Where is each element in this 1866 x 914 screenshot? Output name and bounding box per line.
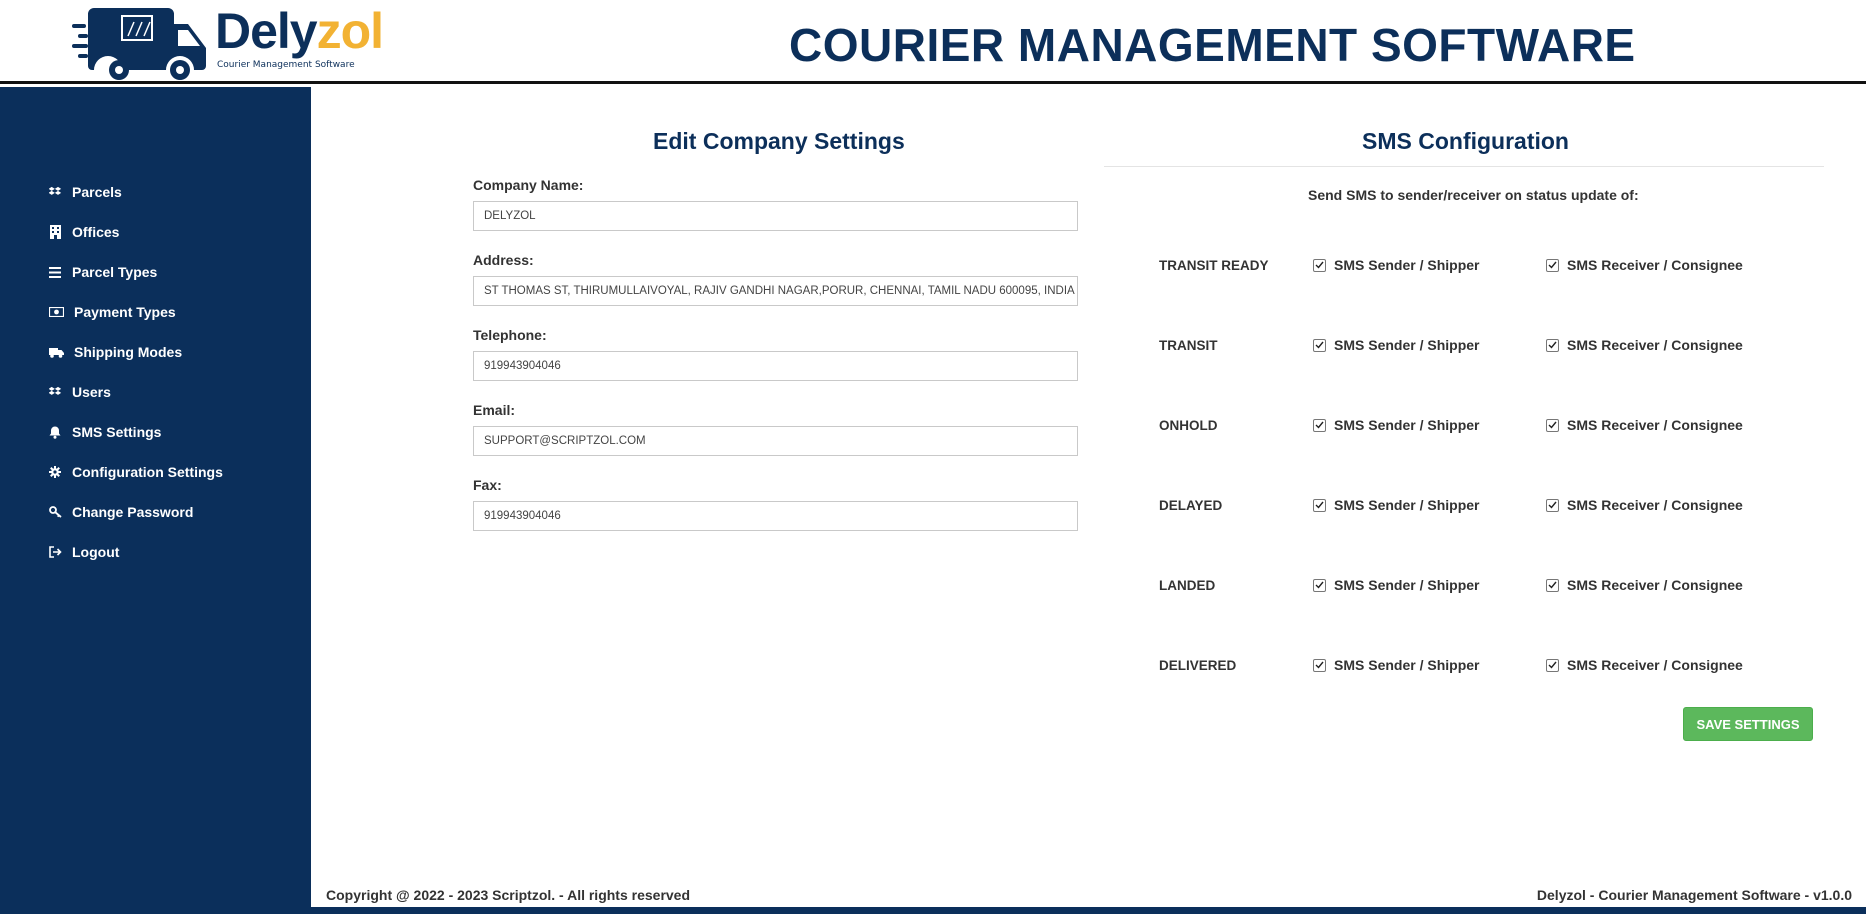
checkbox-label: SMS Receiver / Consignee [1567, 337, 1743, 353]
fax-label: Fax: [473, 477, 502, 493]
checkbox-label: SMS Sender / Shipper [1334, 577, 1480, 593]
brand-tagline: Courier Management Software [217, 60, 355, 70]
checkbox-box[interactable] [1546, 659, 1559, 672]
sidebar-item-label: Configuration Settings [72, 464, 223, 480]
checkbox-box[interactable] [1313, 499, 1326, 512]
app-title: COURIER MANAGEMENT SOFTWARE [789, 19, 1636, 71]
sms-intro-text: Send SMS to sender/receiver on status update of: [1308, 187, 1639, 203]
checkbox-box[interactable] [1313, 339, 1326, 352]
sidebar-item-parcel-types[interactable] [48, 260, 157, 284]
checkbox-label: SMS Sender / Shipper [1334, 417, 1480, 433]
sidebar-item-configuration-settings[interactable] [48, 460, 223, 484]
sms-sender-checkbox[interactable] [1313, 497, 1479, 513]
sidebar-item-label: Shipping Modes [74, 344, 183, 360]
sidebar-item-label: Users [72, 384, 111, 400]
sms-sender-checkbox[interactable] [1313, 417, 1479, 433]
sms-sender-checkbox[interactable] [1313, 577, 1479, 593]
sms-status-label: DELIVERED [1159, 658, 1237, 673]
sidebar-item-label: Change Password [72, 504, 194, 520]
sms-receiver-checkbox[interactable] [1546, 417, 1743, 433]
sms-status-label: TRANSIT READY [1159, 258, 1269, 273]
checkbox-label: SMS Receiver / Consignee [1567, 497, 1743, 513]
sms-sender-checkbox[interactable] [1313, 657, 1479, 673]
checkbox-box[interactable] [1313, 419, 1326, 432]
sms-receiver-checkbox[interactable] [1546, 257, 1743, 273]
brand-logo[interactable] [72, 2, 402, 80]
fax-input[interactable]: 919943904046 [473, 501, 1078, 531]
company-name-input[interactable]: DELYZOL [473, 201, 1078, 231]
checkbox-label: SMS Sender / Shipper [1334, 337, 1480, 353]
sidebar-item-label: Logout [72, 544, 120, 560]
sms-sender-checkbox[interactable] [1313, 257, 1479, 273]
sidebar-item-logout[interactable] [48, 540, 119, 564]
bell-icon [48, 425, 62, 439]
footer-bar [311, 907, 1866, 914]
checkbox-box[interactable] [1546, 259, 1559, 272]
sidebar-item-label: SMS Settings [72, 424, 162, 440]
telephone-input[interactable]: 919943904046 [473, 351, 1078, 381]
list-icon [48, 265, 62, 279]
sms-configuration-heading: SMS Configuration [1362, 128, 1569, 154]
sidebar-item-label: Offices [72, 224, 120, 240]
logout-icon [48, 545, 62, 559]
checkbox-box[interactable] [1546, 579, 1559, 592]
sms-status-label: LANDED [1159, 578, 1216, 593]
brand-name-part1: Dely [215, 3, 317, 59]
sidebar-item-shipping-modes[interactable] [48, 340, 182, 364]
sidebar-item-label: Payment Types [74, 304, 176, 320]
company-name-label: Company Name: [473, 177, 584, 193]
sms-divider [1104, 166, 1824, 167]
company-settings-heading: Edit Company Settings [653, 128, 905, 154]
sidebar-item-change-password[interactable] [48, 500, 193, 524]
checkbox-label: SMS Receiver / Consignee [1567, 657, 1743, 673]
sms-status-label: ONHOLD [1159, 418, 1218, 433]
checkbox-box[interactable] [1546, 419, 1559, 432]
sidebar-item-label: Parcel Types [72, 264, 158, 280]
address-input[interactable]: ST THOMAS ST, THIRUMULLAIVOYAL, RAJIV GANDHI NAGAR,PORUR, CHENNAI, TAMIL NADU 600095, INDIA [473, 276, 1078, 306]
brand-name-part2: zol [316, 3, 384, 59]
checkbox-label: SMS Receiver / Consignee [1567, 417, 1743, 433]
checkbox-box[interactable] [1546, 499, 1559, 512]
email-label: Email: [473, 402, 516, 418]
checkbox-box[interactable] [1313, 659, 1326, 672]
truck-icon [48, 345, 64, 359]
sidebar-item-payment-types[interactable] [48, 300, 176, 324]
truck-logo-icon [72, 2, 212, 82]
checkbox-label: SMS Receiver / Consignee [1567, 577, 1743, 593]
checkbox-label: SMS Receiver / Consignee [1567, 257, 1743, 273]
key-icon [48, 505, 62, 519]
sidebar [0, 87, 311, 914]
sidebar-item-parcels[interactable] [48, 180, 122, 204]
gear-icon [48, 465, 62, 479]
money-icon [48, 305, 64, 319]
checkbox-label: SMS Sender / Shipper [1334, 497, 1480, 513]
telephone-label: Telephone: [473, 327, 547, 343]
checkbox-box[interactable] [1313, 579, 1326, 592]
email-input[interactable]: SUPPORT@SCRIPTZOL.COM [473, 426, 1078, 456]
top-header [0, 0, 1866, 84]
checkbox-label: SMS Sender / Shipper [1334, 257, 1480, 273]
address-label: Address: [473, 252, 534, 268]
sms-status-label: TRANSIT [1159, 338, 1218, 353]
sms-sender-checkbox[interactable] [1313, 337, 1479, 353]
brand-wordmark [215, 2, 383, 60]
checkbox-box[interactable] [1546, 339, 1559, 352]
footer-copyright: Copyright @ 2022 - 2023 Scriptzol. - All rights reserved [326, 887, 691, 903]
dropbox-icon [48, 385, 62, 399]
checkbox-box[interactable] [1313, 259, 1326, 272]
checkbox-label: SMS Sender / Shipper [1334, 657, 1480, 673]
building-icon [48, 225, 62, 239]
footer-version: Delyzol - Courier Management Software - v1.0.0 [1536, 887, 1852, 903]
sidebar-item-offices[interactable] [48, 220, 119, 244]
save-settings-button[interactable]: SAVE SETTINGS [1683, 707, 1813, 741]
sms-status-label: DELAYED [1159, 498, 1223, 513]
sidebar-item-users[interactable] [48, 380, 111, 404]
sidebar-item-label: Parcels [72, 184, 122, 200]
sidebar-item-sms-settings[interactable] [48, 420, 161, 444]
sms-receiver-checkbox[interactable] [1546, 337, 1743, 353]
dropbox-icon [48, 185, 62, 199]
sms-receiver-checkbox[interactable] [1546, 577, 1743, 593]
sms-receiver-checkbox[interactable] [1546, 657, 1743, 673]
sms-receiver-checkbox[interactable] [1546, 497, 1743, 513]
